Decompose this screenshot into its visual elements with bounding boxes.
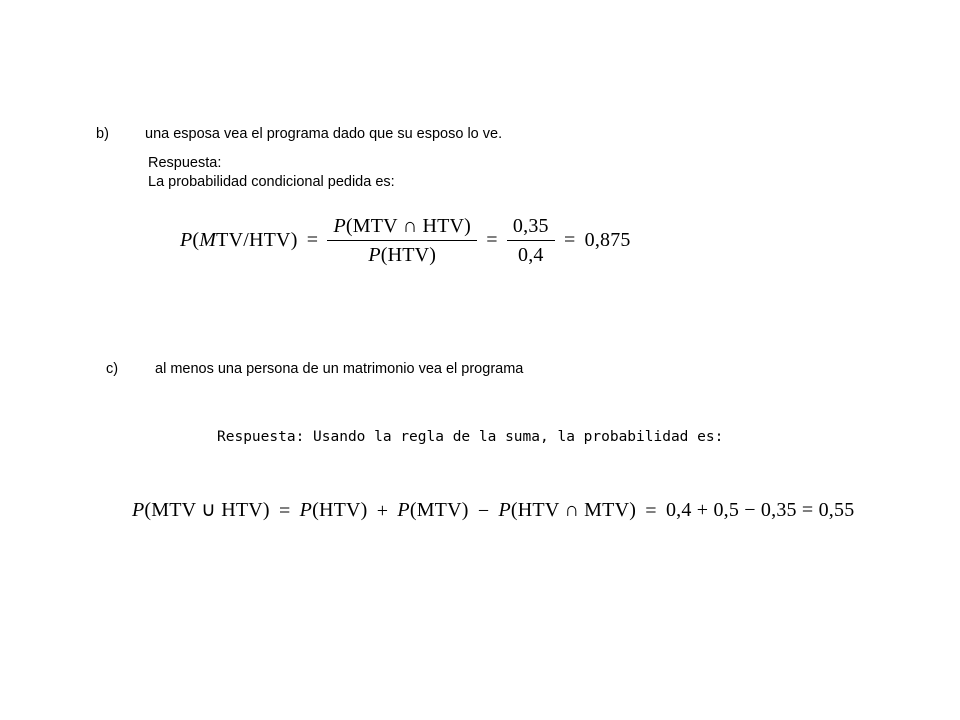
item-b-marker: b) — [96, 126, 109, 142]
numeric-fraction — [507, 214, 555, 267]
conditional-probability-formula — [180, 214, 631, 267]
minus-sign: − — [477, 499, 490, 522]
item-b-answer-text: La probabilidad condicional pedida es: — [148, 174, 395, 190]
equals-sign-1: = — [306, 229, 319, 251]
numeric-numerator: 0,35 — [507, 214, 555, 241]
equals-sign-2: = — [645, 499, 657, 522]
term1-body: (MTV ∪ HTV) — [144, 499, 270, 521]
term1-p-symbol: P — [132, 499, 145, 521]
item-c-answer-text: Respuesta: Usando la regla de la suma, la probabilidad es: — [217, 429, 724, 445]
formula-result: 0,875 — [584, 229, 631, 251]
item-c-question: al menos una persona de un matrimonio vea el programa — [155, 361, 524, 377]
plus-sign: + — [376, 499, 389, 522]
fraction-denominator — [362, 241, 442, 267]
lhs-rest: TV/HTV) — [216, 229, 298, 251]
denominator-body: (HTV) — [380, 244, 437, 266]
conditional-fraction — [327, 214, 477, 267]
item-c-marker: c) — [106, 361, 119, 377]
equals-sign-2: = — [486, 229, 498, 251]
numerator-body: (MTV ∩ HTV) — [345, 215, 472, 237]
term4-p-symbol: P — [498, 499, 511, 521]
lhs-m-symbol: M — [199, 229, 217, 251]
lhs-open-paren: ( — [192, 229, 200, 251]
numerator-p-symbol: P — [333, 215, 346, 237]
term3-body: (MTV) — [409, 499, 469, 521]
term2-p-symbol: P — [299, 499, 313, 521]
item-b-answer-label: Respuesta: — [148, 155, 222, 171]
equals-sign-1: = — [278, 499, 291, 522]
denominator-p-symbol: P — [368, 244, 381, 266]
sum-rule-formula — [132, 497, 854, 523]
lhs-p-symbol: P — [180, 229, 193, 251]
term2-body: (HTV) — [312, 499, 368, 521]
equals-sign-3: = — [563, 229, 576, 251]
item-b-question: una esposa vea el programa dado que su esposo lo ve. — [145, 126, 503, 142]
term4-body: (HTV ∩ MTV) — [510, 499, 637, 521]
fraction-numerator — [327, 214, 477, 241]
sum-result: 0,4 + 0,5 − 0,35 = 0,55 — [665, 499, 855, 521]
numeric-denominator: 0,4 — [518, 244, 544, 266]
term3-p-symbol: P — [397, 499, 410, 521]
